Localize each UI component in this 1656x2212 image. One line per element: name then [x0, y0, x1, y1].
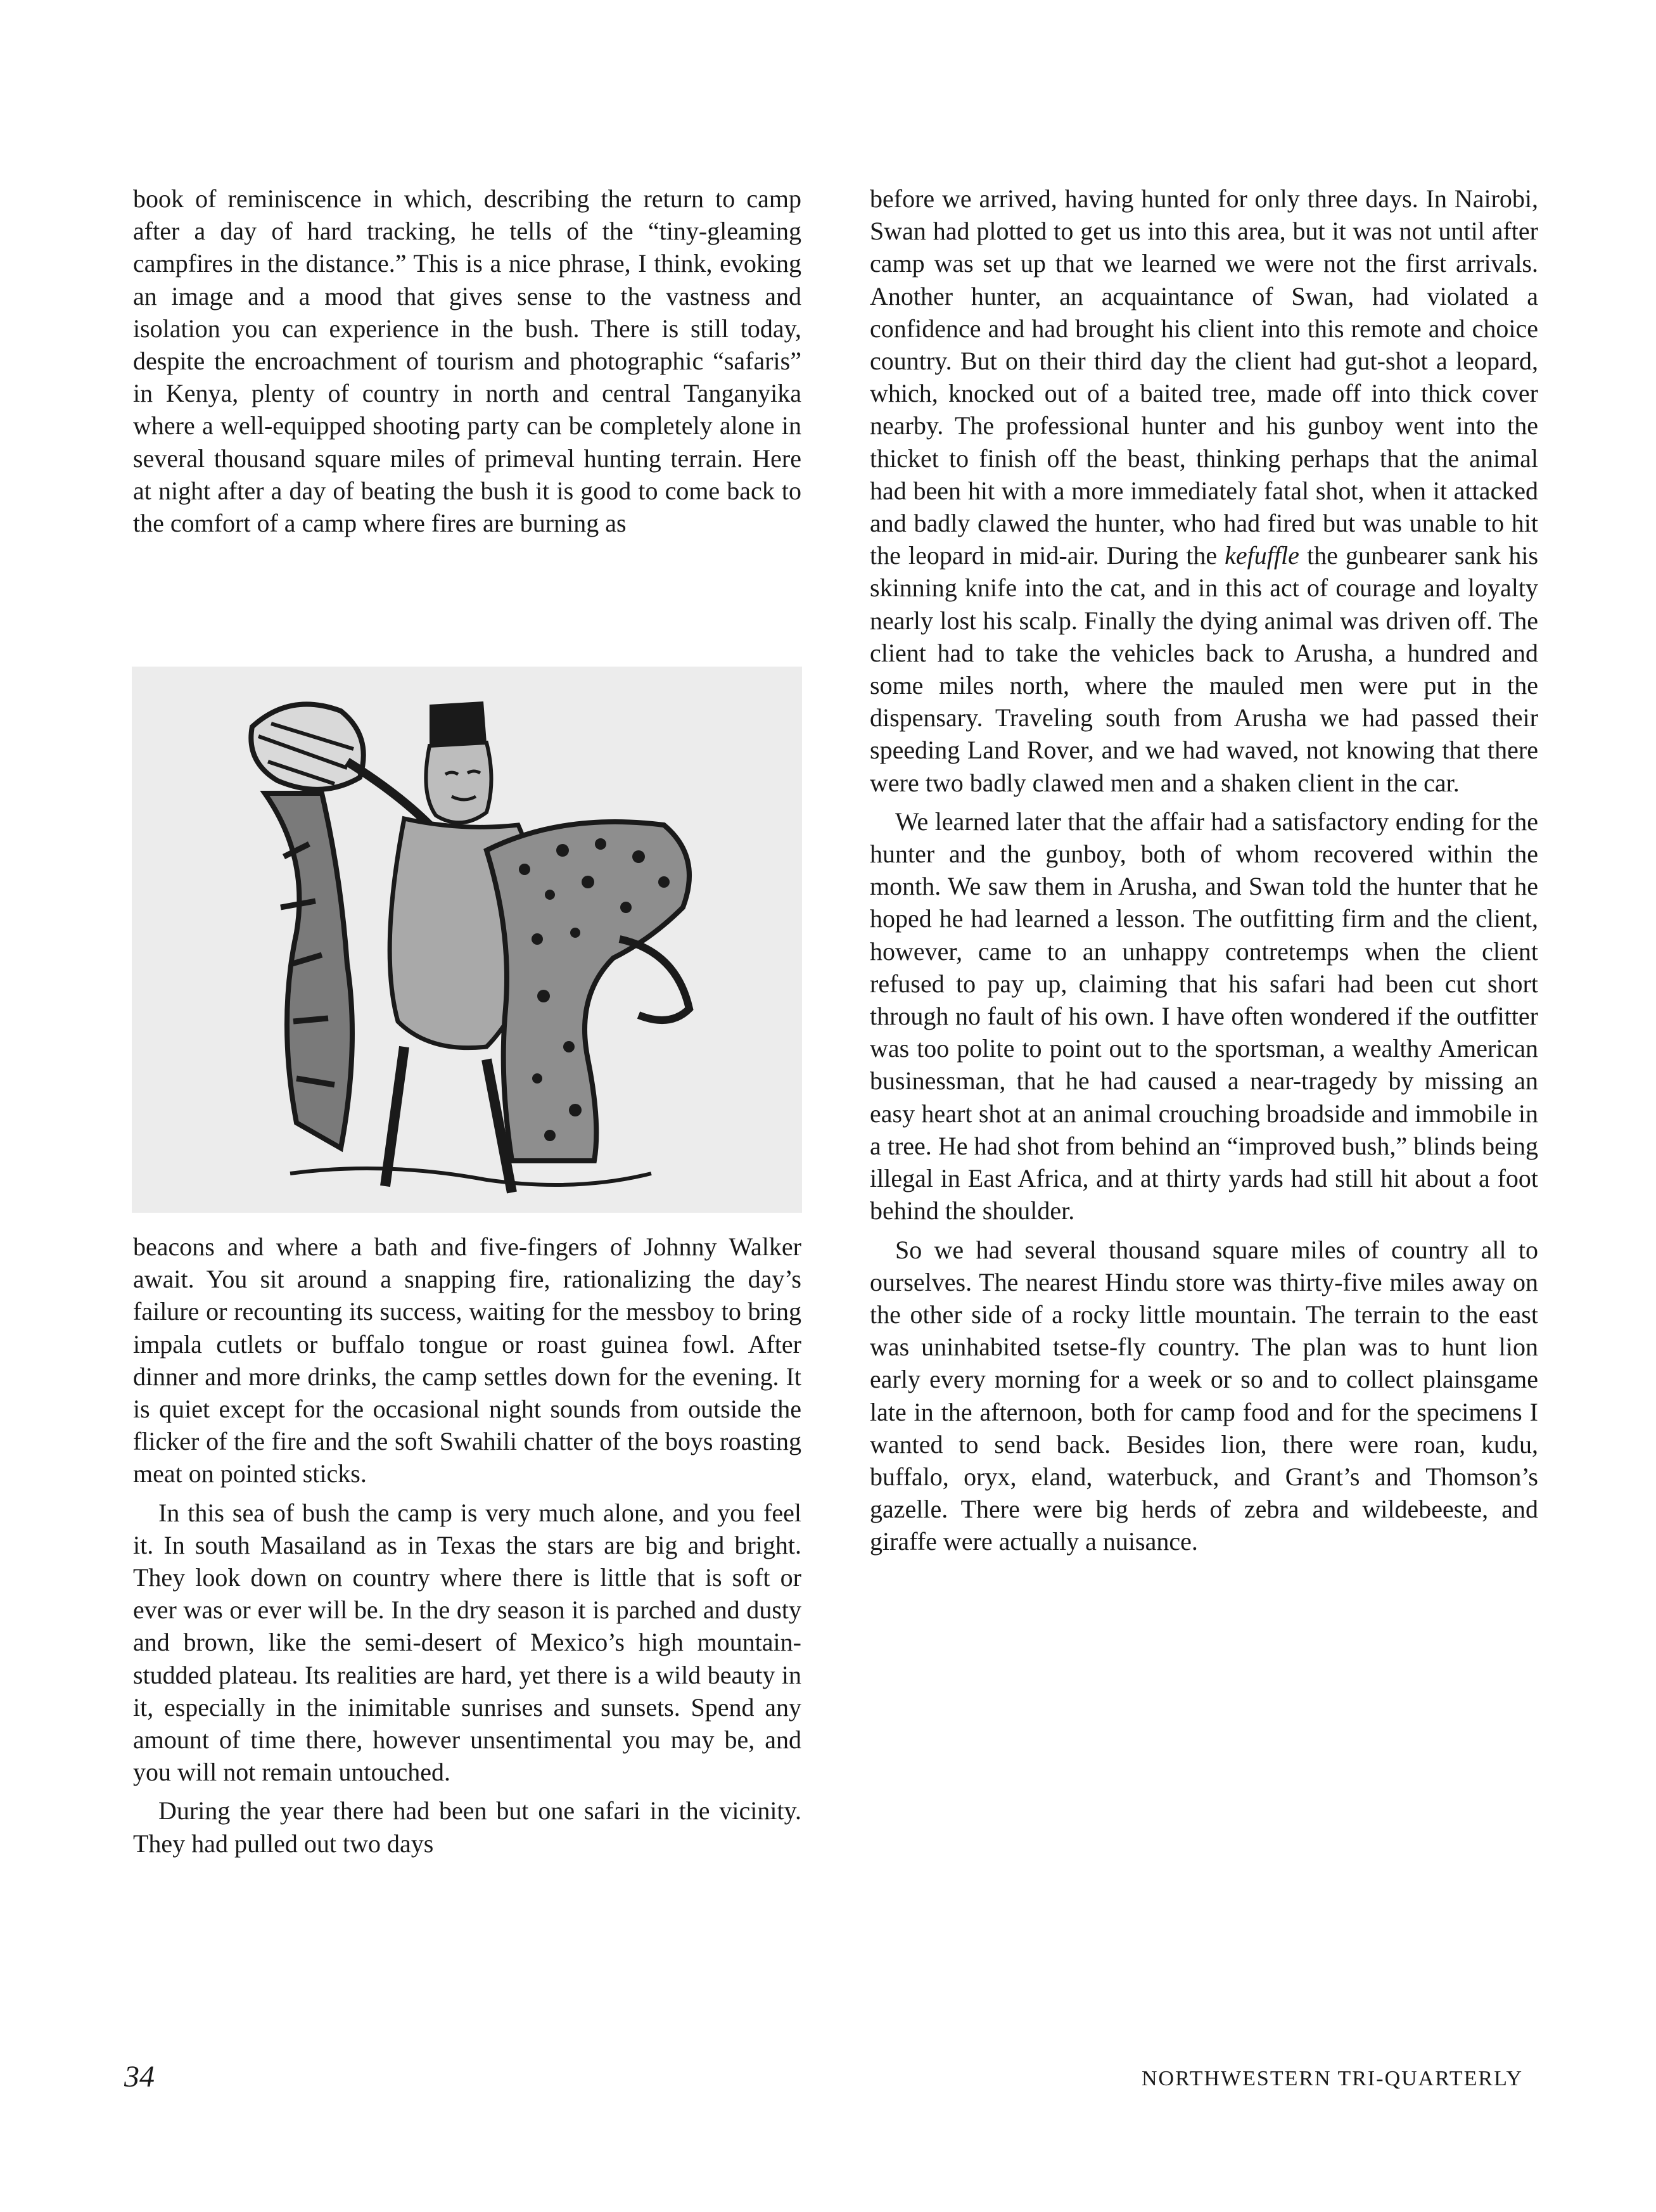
text-run: the gunbearer sank his skinning knife into the cat, and in this act of courage and loyalty nearly lost his scalp. Finally the dying animal was driven off. The client had to take the vehicles back to Arusha, a hundred and some miles north, where the mauled men were put in the dispensary. Traveling south from Arusha we had passed their speeding Land Rover, and we had waved, not knowing that there were two badly clawed men and a shaken client in the car. — [870, 541, 1539, 797]
left-column-top — [133, 182, 801, 539]
publication-title: NORTHWESTERN TRI-QUARTERLY — [1141, 2067, 1523, 2090]
paragraph: During the year there had been but one safari in the vicinity. They had pulled out two days — [133, 1796, 801, 1858]
paragraph: In this sea of bush the camp is very much alone, and you feel it. In south Masailand as in Texas the stars are big and bright. They look down on country where there is little that is soft or ever was or ever will be. In the dry season it is parched and dusty and brown, like the semi-desert of Mexico’s high mountain-studded plateau. Its realities are hard, yet there is a wild beauty in it, especially in the inimitable sunrises and sunsets. Spend any amount of time there, however unsentimental you may be, and you will not remain untouched. — [133, 1498, 801, 1787]
man-with-leopard-skin-icon — [132, 667, 802, 1213]
italic-word: kefuffle — [1225, 541, 1299, 570]
paragraph: So we had several thousand square miles of country all to ourselves. The nearest Hindu store was thirty-five miles away on the other side of a rocky little mountain. The terrain to the east was uninhabited tsetse-fly country. The plan was to hunt lion early every morning for a week or so and to collect plainsgame late in the afternoon, both for camp food and for the specimens I wanted to send back. Besides lion, there were roan, kudu, buffalo, oryx, eland, waterbuck, and Grant’s and Thomson’s gazelle. There were big herds of zebra and wildebeeste, and giraffe were actually a nuisance. — [870, 1235, 1538, 1556]
page-number: 34 — [124, 2060, 155, 2094]
paragraph: book of reminiscence in which, describing the return to camp after a day of hard tracking, he tells of the “tiny-gleaming campfires in the distance.” This is a nice phrase, I think, evoking an image and a mood that gives sense to the vastness and isolation you can experience in the bush. There is still today, despite the encroachment of tourism and photographic “safaris” in Kenya, plenty of country in north and central Tanganyika where a well-equipped shooting party can be completely alone in several thousand square miles of primeval hunting terrain. Here at night after a day of beating the bush it is good to come back to the comfort of a camp where fires are burning as — [133, 184, 801, 538]
right-column — [870, 182, 1538, 1558]
paragraph: beacons and where a bath and five-fingers of Johnny Walker await. You sit around a snapping fire, rationalizing the day’s failure or recounting its success, waiting for the messboy to bring impala cutlets or buffalo tongue or roast guinea fowl. After dinner and more drinks, the camp settles down for the evening. It is quiet except for the occasional night sounds from outside the flicker of the fire and the soft Swahili chatter of the boys roasting meat on pointed sticks. — [133, 1232, 801, 1488]
text-run: before we arrived, having hunted for only three days. In Nairobi, Swan had plotted to get us into this area, but it was not until after camp was set up that we learned we were not the first arrivals. Another hunter, an acquaintance of Swan, had violated a confidence and had brought his client into this remote and choice country. But on their third day the client had gut-shot a leopard, which, knocked out of a baited tree, made off into thick cover nearby. The professional hunter and his gunboy went into the thicket to finish off the beast, thinking perhaps that the animal had been hit with a more immediately fatal shot, when it attacked and badly clawed the hunter, who had fired but was unable to hit the leopard in mid-air. During the — [870, 184, 1538, 570]
paragraph: We learned later that the affair had a satisfactory ending for the hunter and the gunboy, both of whom recovered within the month. We saw them in Arusha, and Swan told the hunter that he hoped he had learned a lesson. The outfitting firm and the client, however, came to an unhappy contretemps when the client refused to pay up, claiming that his safari had been cut short through no fault of his own. I have often wondered if the outfitter was too polite to point out to the sportsman, a wealthy American businessman, that he had caused a near-tragedy by missing an easy heart shot at an animal crouching broadside and immobile in a tree. He had shot from behind an “improved bush,” blinds being illegal in East Africa, and at thirty yards had still hit about a foot behind the shoulder. — [870, 807, 1538, 1225]
paragraph — [870, 182, 1538, 799]
left-column-bottom — [133, 1231, 801, 1860]
sketch-illustration — [132, 667, 802, 1213]
